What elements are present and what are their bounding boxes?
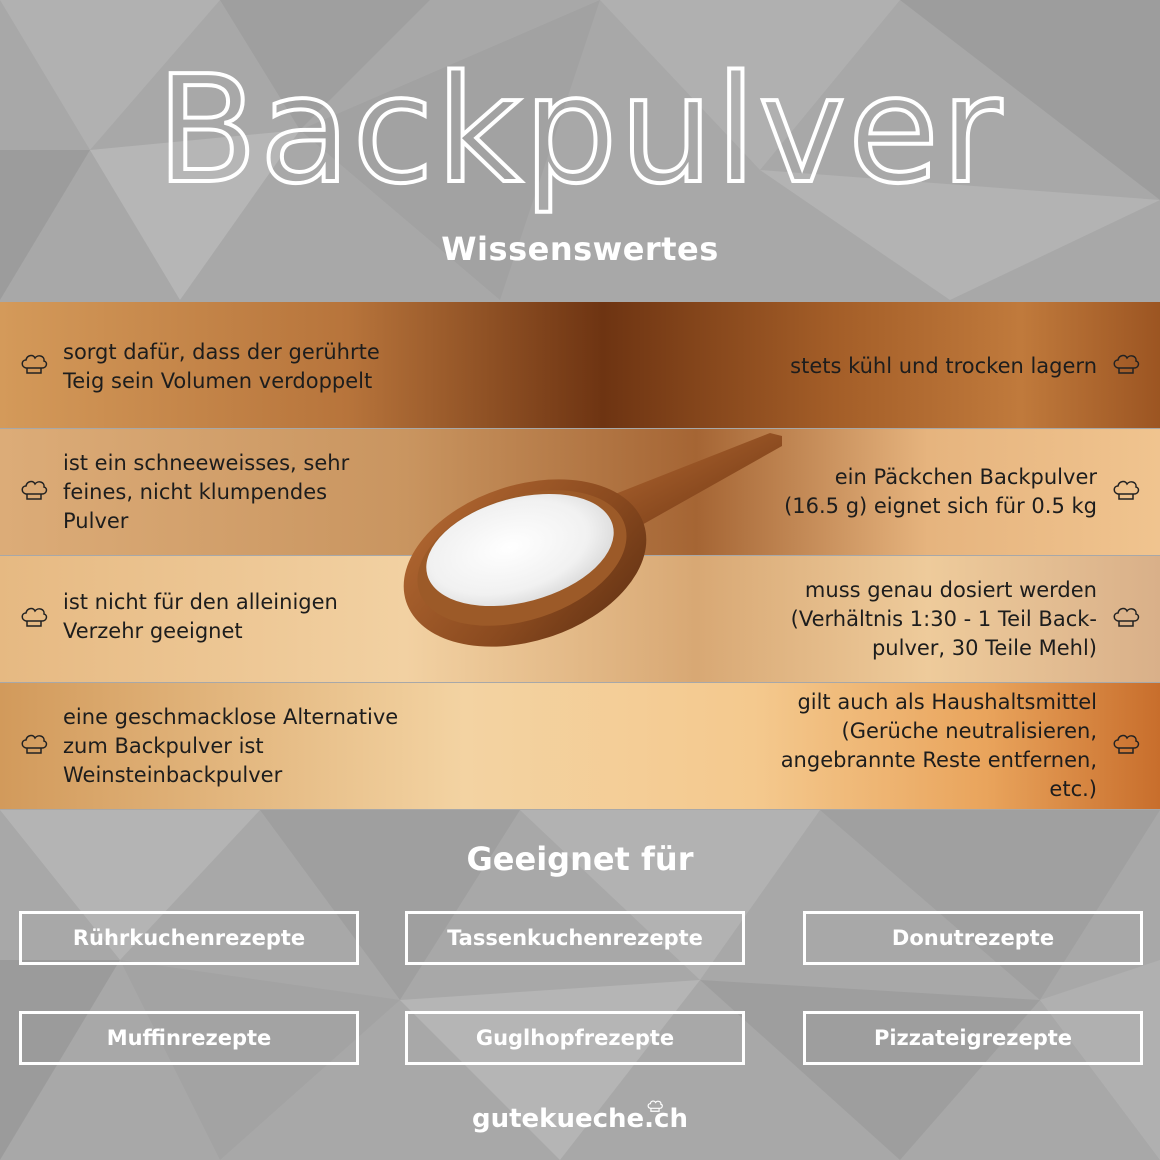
chef-hat-icon <box>1111 478 1141 502</box>
page-subtitle: Wissenswertes <box>441 230 719 268</box>
suitable-link-5[interactable]: Guglhopfrezepte <box>405 1011 745 1065</box>
chef-hat-icon <box>1111 732 1141 756</box>
fact-left-4: eine geschmacklose Alternative zum Backpulver ist Weinsteinbackpulver <box>63 705 399 787</box>
chef-hat-icon <box>1111 605 1141 629</box>
fact-left-2: ist ein schneeweisses, sehr feines, nicht klumpendes Pulver <box>63 451 350 533</box>
suitable-link-2[interactable]: Tassenkuchenrezepte <box>405 911 745 965</box>
chef-hat-icon <box>19 605 49 629</box>
suitable-heading: Geeignet für <box>466 840 694 878</box>
fact-left-3: ist nicht für den alleinigen Verzehr geeignet <box>63 590 338 643</box>
chef-hat-icon <box>1111 352 1141 376</box>
suitable-link-1[interactable]: Rührkuchenrezepte <box>19 911 359 965</box>
fact-right-1: stets kühl und trocken lagern <box>790 354 1097 378</box>
chef-hat-icon <box>19 732 49 756</box>
suitable-link-4[interactable]: Muffinrezepte <box>19 1011 359 1065</box>
fact-right-4: gilt auch als Haushaltsmittel (Gerüche neutralisieren, angebrannte Reste entfernen, etc.) <box>780 690 1097 801</box>
chef-hat-icon <box>19 352 49 376</box>
suitable-link-6[interactable]: Pizzateigrezepte <box>803 1011 1143 1065</box>
fact-right-2: ein Päckchen Backpulver (16.5 g) eignet sich für 0.5 kg <box>784 465 1097 518</box>
fact-left-1: sorgt dafür, dass der gerührte Teig sein Volumen verdoppelt <box>63 340 380 393</box>
page-title: Backpulver <box>156 44 1004 216</box>
suitable-link-3[interactable]: Donutrezepte <box>803 911 1143 965</box>
chef-hat-icon <box>19 478 49 502</box>
brand-logo: gutekueche.ch <box>472 1104 688 1134</box>
fact-right-3: muss genau dosiert werden (Verhältnis 1:30 - 1 Teil Back- pulver, 30 Teile Mehl) <box>790 578 1097 660</box>
chef-hat-icon <box>646 1099 664 1113</box>
